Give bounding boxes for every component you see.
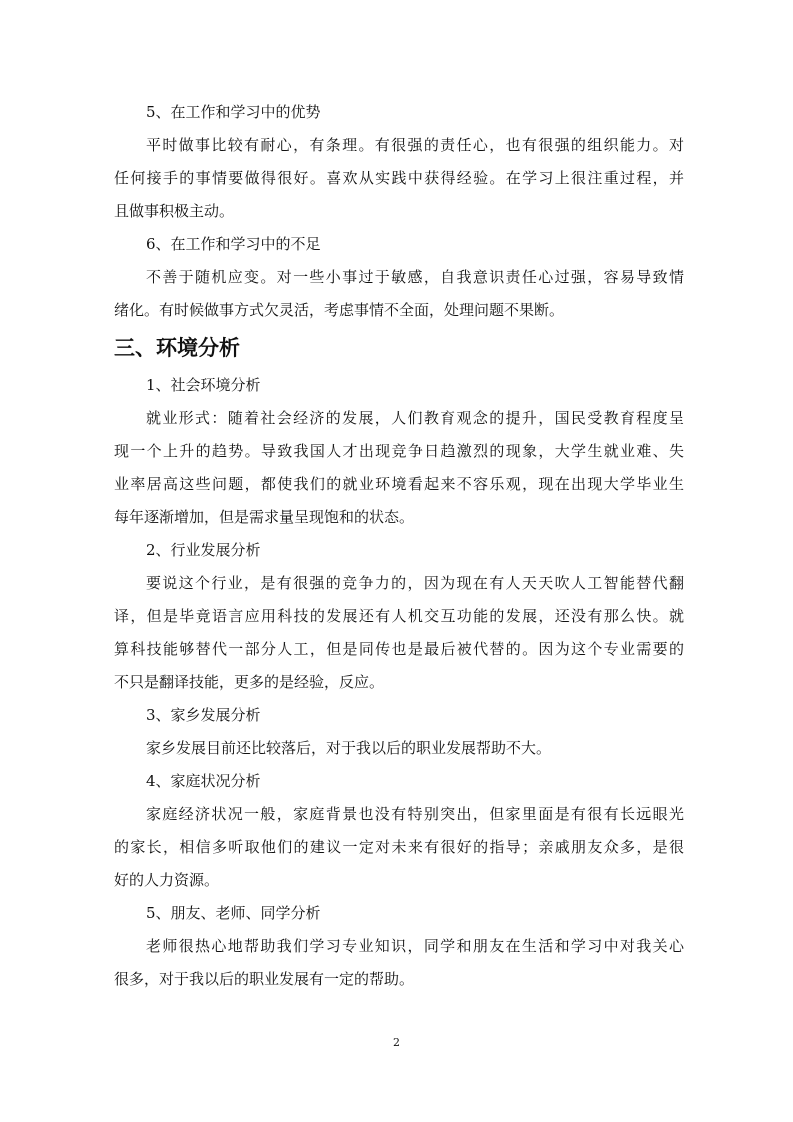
paragraph-line: 老师很热心地帮助我们学习专业知识，同学和朋友在生活和学习中对我关心	[146, 937, 684, 955]
strengths-heading: 5、在工作和学习中的优势	[146, 103, 321, 121]
page-number: 2	[393, 1036, 400, 1049]
social-heading: 1、社会环境分析	[146, 376, 261, 394]
paragraph-line: 家庭经济状况一般，家庭背景也没有特别突出，但家里面是有很有长远眼光	[146, 805, 684, 823]
paragraph-line: 平时做事比较有耐心，有条理。有很强的责任心，也有很强的组织能力。对	[146, 136, 684, 154]
paragraph-line: 每年逐渐增加，但是需求量呈现饱和的状态。	[114, 508, 415, 526]
page-content	[114, 96, 684, 996]
industry-heading: 2、行业发展分析	[146, 541, 261, 559]
paragraph-line: 现一个上升的趋势。导致我国人才出现竞争日趋激烈的现象，大学生就业难、失	[114, 442, 684, 460]
paragraph-line: 很多，对于我以后的职业发展有一定的帮助。	[114, 970, 415, 988]
social-paragraph	[114, 402, 684, 534]
section-title-environment: 三、环境分析	[114, 336, 240, 360]
hometown-heading: 3、家乡发展分析	[146, 706, 261, 724]
paragraph-line: 译，但是毕竟语言应用科技的发展还有人机交互功能的发展，还没有那么快。就	[114, 607, 684, 625]
weaknesses-heading: 6、在工作和学习中的不足	[146, 235, 321, 253]
paragraph-line: 好的人力资源。	[114, 871, 220, 889]
paragraph-line: 任何接手的事情要做得很好。喜欢从实践中获得经验。在学习上很注重过程，并	[114, 169, 684, 187]
paragraph-line: 不善于随机应变。对一些小事过于敏感，自我意识责任心过强，容易导致情	[146, 268, 684, 286]
strengths-paragraph	[114, 129, 684, 228]
paragraph-line: 业率居高这些问题，都使我们的就业环境看起来不容乐观，现在出现大学毕业生	[114, 475, 684, 493]
paragraph-line: 家乡发展目前还比较落后，对于我以后的职业发展帮助不大。	[146, 739, 552, 757]
paragraph-line: 绪化。有时候做事方式欠灵活，考虑事情不全面，处理问题不果断。	[114, 301, 565, 319]
industry-paragraph	[114, 567, 684, 699]
hometown-paragraph	[114, 732, 684, 765]
paragraph-line: 的家长，相信多听取他们的建议一定对未来有很好的指导；亲戚朋友众多，是很	[114, 838, 684, 856]
paragraph-line: 不只是翻译技能，更多的是经验，反应。	[114, 673, 385, 691]
paragraph-line: 要说这个行业，是有很强的竞争力的，因为现在有人天天吹人工智能替代翻	[146, 574, 684, 592]
paragraph-line: 算科技能够替代一部分人工，但是同传也是最后被代替的。因为这个专业需要的	[114, 640, 684, 658]
friends-heading: 5、朋友、老师、同学分析	[146, 904, 321, 922]
family-paragraph	[114, 798, 684, 897]
paragraph-line: 就业形式：随着社会经济的发展，人们教育观念的提升，国民受教育程度呈	[146, 409, 684, 427]
friends-paragraph	[114, 930, 684, 996]
paragraph-line: 且做事积极主动。	[114, 202, 235, 220]
family-heading: 4、家庭状况分析	[146, 772, 261, 790]
weaknesses-paragraph	[114, 261, 684, 327]
